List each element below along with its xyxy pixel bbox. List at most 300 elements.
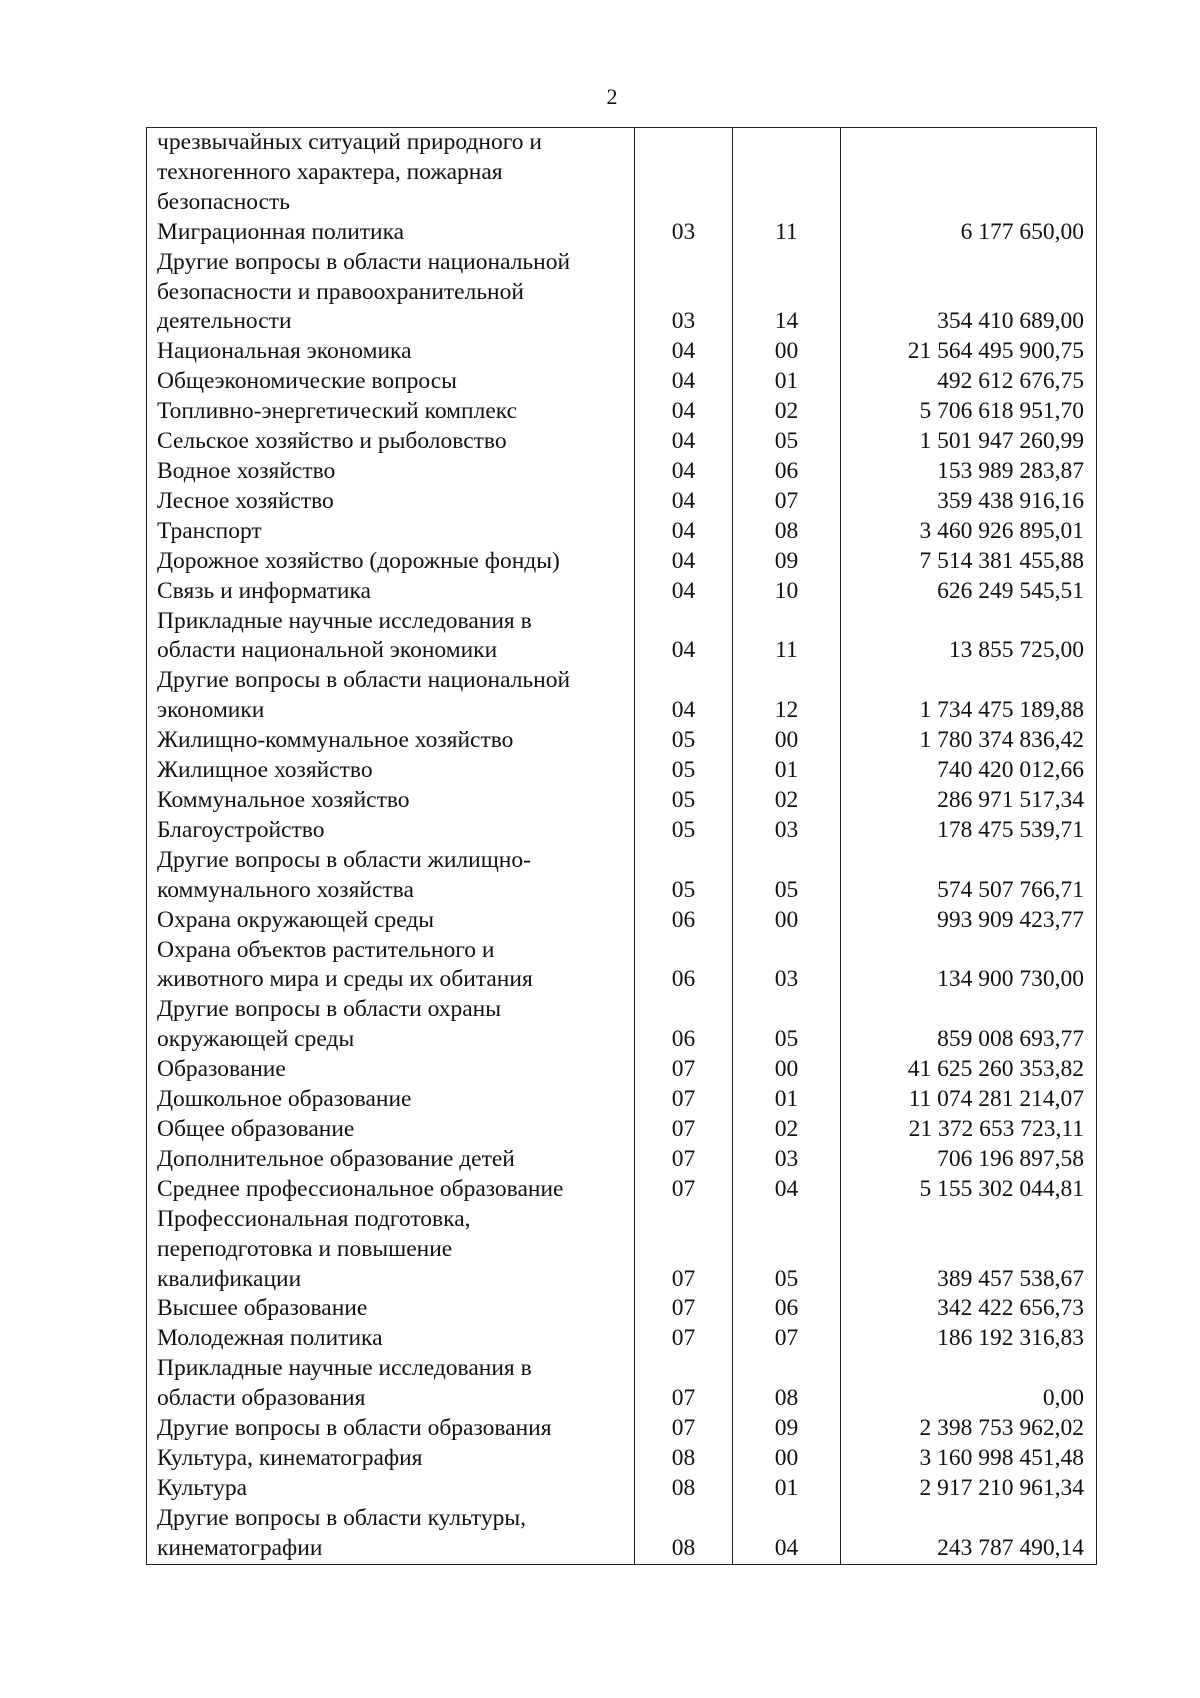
row-name-cell [147,1085,635,1115]
row-subsection-code-cell [733,756,841,786]
row-name-cell [147,128,635,218]
row-amount: 2 398 753 962,02 [919,1415,1084,1442]
row-amount-cell [841,218,1097,248]
row-section-code: 06 [671,906,696,933]
row-subsection-code: 09 [774,547,799,574]
row-section-code: 04 [671,458,696,485]
row-section-code: 04 [671,338,696,365]
row-amount-cell [841,1175,1097,1205]
row-name-line: Прикладные научные исследования в [157,607,532,634]
row-section-code-cell [635,1205,733,1295]
row-name-line: Охрана окружающей среды [157,906,435,933]
row-name-cell [147,218,635,248]
row-amount-cell [841,1085,1097,1115]
row-subsection-code-cell [733,1085,841,1115]
row-amount: 6 177 650,00 [960,218,1084,245]
table-row [147,337,1097,367]
row-section-code: 07 [671,1116,696,1143]
row-amount: 5 706 618 951,70 [919,398,1084,425]
row-amount-cell [841,786,1097,816]
row-subsection-code-cell [733,1354,841,1414]
row-subsection-code-cell [733,1414,841,1444]
row-amount: 859 008 693,77 [937,1026,1084,1053]
row-section-code: 05 [671,787,696,814]
row-subsection-code: 03 [774,1145,799,1172]
table-row [147,666,1097,726]
row-subsection-code: 05 [774,1265,799,1292]
row-name-line: безопасности и правоохранительной [157,278,524,305]
row-section-code: 07 [671,1145,696,1172]
row-name-line: Миграционная политика [157,218,405,245]
row-name-cell [147,786,635,816]
row-name-cell [147,457,635,487]
row-subsection-code-cell [733,397,841,427]
row-amount: 153 989 283,87 [937,458,1084,485]
row-subsection-code-cell [733,1324,841,1354]
row-name-line: Транспорт [157,517,262,544]
row-name-line: экономики [157,697,265,724]
row-amount: 359 438 916,16 [937,487,1084,514]
row-amount: 7 514 381 455,88 [919,547,1084,574]
row-amount: 1 501 947 260,99 [919,428,1084,455]
row-section-code-cell [635,1414,733,1444]
row-section-code-cell [635,786,733,816]
row-subsection-code-cell [733,1175,841,1205]
row-amount: 389 457 538,67 [937,1265,1084,1292]
row-name-line: Прикладные научные исследования в [157,1355,532,1382]
row-amount-cell [841,547,1097,577]
row-amount: 706 196 897,58 [937,1145,1084,1172]
row-name-line: Лесное хозяйство [157,487,334,514]
row-amount: 186 192 316,83 [937,1325,1084,1352]
row-name-cell [147,547,635,577]
row-section-code-cell [635,846,733,906]
table-row [147,397,1097,427]
row-subsection-code: 05 [774,1026,799,1053]
row-section-code [635,188,732,218]
row-section-code-cell [635,1115,733,1145]
row-section-code-cell [635,1175,733,1205]
row-section-code-cell [635,1354,733,1414]
row-subsection-code: 02 [774,398,799,425]
row-amount: 993 909 423,77 [937,906,1084,933]
table-row [147,1504,1097,1565]
budget-table-body [147,128,1097,1565]
row-name-line: Культура [157,1474,248,1501]
row-name-cell [147,607,635,667]
row-name-line: Национальная экономика [157,338,412,365]
row-subsection-code: 00 [774,727,799,754]
row-subsection-code: 00 [774,1056,799,1083]
row-section-code: 04 [671,487,696,514]
table-row [147,1115,1097,1145]
table-row [147,1085,1097,1115]
row-subsection-code: 02 [774,1116,799,1143]
row-subsection-code-cell [733,457,841,487]
row-subsection-code-cell [733,1504,841,1565]
row-section-code-cell [635,218,733,248]
table-row [147,547,1097,577]
row-amount-cell [841,248,1097,338]
row-section-code-cell [635,1504,733,1565]
row-name-cell [147,1474,635,1504]
row-amount-cell [841,1444,1097,1474]
row-name-cell [147,1444,635,1474]
row-section-code-cell [635,1474,733,1504]
row-section-code-cell [635,547,733,577]
table-row [147,816,1097,846]
row-name-cell [147,397,635,427]
row-amount: 286 971 517,34 [937,787,1084,814]
row-name-line: Жилищное хозяйство [157,757,373,784]
row-name-line: коммунального хозяйства [157,876,414,903]
row-name-cell [147,367,635,397]
row-section-code: 04 [671,577,696,604]
row-amount: 178 475 539,71 [937,816,1084,843]
row-section-code-cell [635,517,733,547]
row-subsection-code-cell [733,1474,841,1504]
row-name-line: Другие вопросы в области культуры, [157,1505,527,1532]
table-row [147,726,1097,756]
row-amount: 5 155 302 044,81 [919,1175,1084,1202]
row-section-code-cell [635,128,733,218]
row-name-line: Другие вопросы в области национальной [157,248,571,275]
row-subsection-code: 00 [774,338,799,365]
row-name-line: Молодежная политика [157,1325,383,1352]
row-amount: 354 410 689,00 [937,308,1084,335]
row-amount-cell [841,427,1097,457]
row-name-line: окружающей среды [157,1026,355,1053]
row-name-line: Другие вопросы в области жилищно- [157,846,531,873]
row-name-line: переподготовка и повышение [157,1235,453,1262]
row-subsection-code-cell [733,906,841,936]
row-section-code-cell [635,1085,733,1115]
row-name-cell [147,427,635,457]
row-subsection-code: 04 [774,1175,799,1202]
row-subsection-code: 05 [774,428,799,455]
table-row [147,1175,1097,1205]
row-section-code: 05 [671,757,696,784]
row-section-code-cell [635,427,733,457]
row-subsection-code-cell [733,726,841,756]
row-amount: 11 074 281 214,07 [908,1086,1084,1113]
row-subsection-code: 07 [774,487,799,514]
row-name-line: Водное хозяйство [157,458,336,485]
row-section-code: 07 [671,1265,696,1292]
row-subsection-code-cell [733,427,841,457]
row-name-line: Благоустройство [157,816,325,843]
row-subsection-code-cell [733,337,841,367]
table-row [147,1324,1097,1354]
row-amount: 3 160 998 451,48 [919,1445,1084,1472]
row-subsection-code: 11 [775,637,798,664]
row-amount: 492 612 676,75 [937,368,1084,395]
row-subsection-code-cell [733,248,841,338]
table-row [147,427,1097,457]
row-amount-cell [841,1474,1097,1504]
row-amount: 21 372 653 723,11 [908,1116,1084,1143]
table-row [147,1055,1097,1085]
row-name-cell [147,577,635,607]
row-subsection-code: 00 [774,906,799,933]
row-section-code: 04 [671,517,696,544]
row-amount: 41 625 260 353,82 [907,1056,1084,1083]
row-name-line: техногенного характера, пожарная [157,158,503,185]
row-section-code: 08 [671,1535,696,1562]
row-subsection-code-cell [733,786,841,816]
row-section-code: 07 [671,1385,696,1412]
table-row [147,1205,1097,1295]
row-amount: 574 507 766,71 [937,876,1084,903]
row-subsection-code-cell [733,367,841,397]
row-section-code-cell [635,397,733,427]
table-row [147,487,1097,517]
row-name-cell [147,1294,635,1324]
row-amount: 1 780 374 836,42 [919,727,1084,754]
row-amount: 21 564 495 900,75 [907,338,1084,365]
row-subsection-code-cell [733,1055,841,1085]
row-section-code: 08 [671,1445,696,1472]
budget-table [146,127,1097,1565]
row-section-code-cell [635,1294,733,1324]
row-subsection-code-cell [733,1205,841,1295]
row-section-code: 06 [671,966,696,993]
table-row [147,936,1097,996]
row-subsection-code-cell [733,995,841,1055]
table-row [147,1414,1097,1444]
row-amount: 134 900 730,00 [937,966,1084,993]
row-section-code: 05 [671,727,696,754]
row-name-line: безопасность [157,188,291,215]
row-section-code: 07 [671,1325,696,1352]
row-name-line: животного мира и среды их обитания [157,966,533,993]
row-name-line: Другие вопросы в области охраны [157,996,502,1023]
row-name-line: Дополнительное образование детей [157,1145,515,1172]
row-section-code-cell [635,936,733,996]
row-amount-cell [841,397,1097,427]
row-section-code: 07 [671,1086,696,1113]
row-amount: 13 855 725,00 [948,637,1084,664]
row-section-code: 03 [671,308,696,335]
row-amount-cell [841,457,1097,487]
row-subsection-code: 03 [774,816,799,843]
row-name-line: области национальной экономики [157,637,498,664]
table-row [147,1294,1097,1324]
row-amount-cell [841,1294,1097,1324]
row-amount-cell [841,1205,1097,1295]
row-amount-cell [841,816,1097,846]
row-section-code: 04 [671,398,696,425]
table-row [147,1444,1097,1474]
row-section-code-cell [635,457,733,487]
table-row [147,607,1097,667]
row-subsection-code-cell [733,547,841,577]
row-amount-cell [841,607,1097,667]
row-name-cell [147,248,635,338]
row-section-code: 04 [671,428,696,455]
row-section-code-cell [635,1444,733,1474]
row-name-line: Охрана объектов растительного и [157,936,495,963]
table-row [147,846,1097,906]
row-subsection-code: 05 [774,876,799,903]
row-name-cell [147,936,635,996]
row-name-line: Сельское хозяйство и рыболовство [157,428,507,455]
row-subsection-code-cell [733,218,841,248]
row-amount: 1 734 475 189,88 [919,697,1084,724]
row-subsection-code: 02 [774,787,799,814]
table-row [147,995,1097,1055]
row-name-cell [147,1354,635,1414]
row-name-cell [147,816,635,846]
row-section-code-cell [635,248,733,338]
row-subsection-code [733,188,840,218]
row-subsection-code-cell [733,577,841,607]
row-name-cell [147,1324,635,1354]
row-amount [841,188,1084,218]
row-section-code-cell [635,367,733,397]
row-subsection-code-cell [733,607,841,667]
table-row [147,128,1097,218]
row-amount-cell [841,128,1097,218]
row-name-line: Дорожное хозяйство (дорожные фонды) [157,547,560,574]
table-row [147,1474,1097,1504]
row-name-line: Образование [157,1056,286,1083]
row-section-code-cell [635,756,733,786]
row-name-line: квалификации [157,1265,302,1292]
row-section-code-cell [635,337,733,367]
row-section-code-cell [635,726,733,756]
row-section-code-cell [635,1055,733,1085]
row-name-line: Другие вопросы в области национальной [157,667,571,694]
row-subsection-code: 14 [774,308,799,335]
row-name-line: Высшее образование [157,1295,368,1322]
row-name-cell [147,726,635,756]
row-section-code: 04 [671,547,696,574]
row-subsection-code: 12 [774,697,799,724]
row-amount-cell [841,995,1097,1055]
row-amount: 626 249 545,51 [937,577,1084,604]
row-name-cell [147,1145,635,1175]
row-amount-cell [841,1414,1097,1444]
row-amount: 243 787 490,14 [937,1535,1084,1562]
row-section-code: 07 [671,1056,696,1083]
row-subsection-code: 01 [774,1086,799,1113]
row-subsection-code: 01 [774,1474,799,1501]
row-amount: 342 422 656,73 [937,1295,1084,1322]
row-amount-cell [841,487,1097,517]
row-subsection-code: 04 [774,1535,799,1562]
row-section-code-cell [635,816,733,846]
row-section-code-cell [635,666,733,726]
row-subsection-code-cell [733,846,841,906]
row-amount: 2 917 210 961,34 [919,1474,1084,1501]
row-section-code-cell [635,906,733,936]
row-subsection-code: 08 [774,517,799,544]
page-number: 2 [606,84,618,109]
row-name-cell [147,1504,635,1565]
row-section-code: 07 [671,1415,696,1442]
row-subsection-code: 06 [774,458,799,485]
row-section-code-cell [635,1145,733,1175]
row-subsection-code-cell [733,666,841,726]
row-name-cell [147,487,635,517]
row-section-code-cell [635,577,733,607]
row-section-code: 03 [671,218,696,245]
row-name-line: Среднее профессиональное образование [157,1175,564,1202]
row-subsection-code-cell [733,1444,841,1474]
table-row [147,577,1097,607]
row-subsection-code: 09 [774,1415,799,1442]
row-amount-cell [841,726,1097,756]
row-name-line: Общеэкономические вопросы [157,368,457,395]
row-amount-cell [841,1354,1097,1414]
row-name-cell [147,1115,635,1145]
row-name-line: кинематографии [157,1535,323,1562]
row-subsection-code-cell [733,1145,841,1175]
row-section-code-cell [635,487,733,517]
row-section-code: 07 [671,1175,696,1202]
row-subsection-code-cell [733,128,841,218]
row-name-cell [147,906,635,936]
row-name-cell [147,1205,635,1295]
row-name-cell [147,1414,635,1444]
row-subsection-code-cell [733,517,841,547]
row-amount-cell [841,1055,1097,1085]
row-subsection-code-cell [733,487,841,517]
row-section-code-cell [635,607,733,667]
row-subsection-code: 06 [774,1295,799,1322]
row-name-cell [147,1055,635,1085]
table-row [147,517,1097,547]
row-subsection-code: 03 [774,966,799,993]
row-amount-cell [841,337,1097,367]
row-name-line: Культура, кинематография [157,1445,423,1472]
row-section-code: 07 [671,1295,696,1322]
row-name-cell [147,756,635,786]
row-section-code: 05 [671,876,696,903]
table-row [147,367,1097,397]
row-section-code: 06 [671,1026,696,1053]
row-subsection-code: 01 [774,757,799,784]
row-amount-cell [841,1504,1097,1565]
row-name-cell [147,846,635,906]
row-subsection-code: 08 [774,1385,799,1412]
table-row [147,218,1097,248]
table-row [147,248,1097,338]
row-amount-cell [841,846,1097,906]
row-name-line: Жилищно-коммунальное хозяйство [157,727,514,754]
table-row [147,1354,1097,1414]
row-subsection-code-cell [733,816,841,846]
table-row [147,457,1097,487]
row-amount-cell [841,666,1097,726]
row-amount-cell [841,1324,1097,1354]
row-amount-cell [841,367,1097,397]
row-section-code-cell [635,1324,733,1354]
row-name-line: деятельности [157,308,292,335]
row-amount-cell [841,1115,1097,1145]
row-subsection-code-cell [733,1115,841,1145]
row-name-line: Коммунальное хозяйство [157,787,410,814]
row-subsection-code: 01 [774,368,799,395]
row-name-cell [147,1175,635,1205]
row-section-code: 05 [671,816,696,843]
table-row [147,1145,1097,1175]
row-name-line: Дошкольное образование [157,1086,412,1113]
row-name-cell [147,666,635,726]
row-subsection-code-cell [733,1294,841,1324]
row-name-line: Топливно-энергетический комплекс [157,398,518,425]
